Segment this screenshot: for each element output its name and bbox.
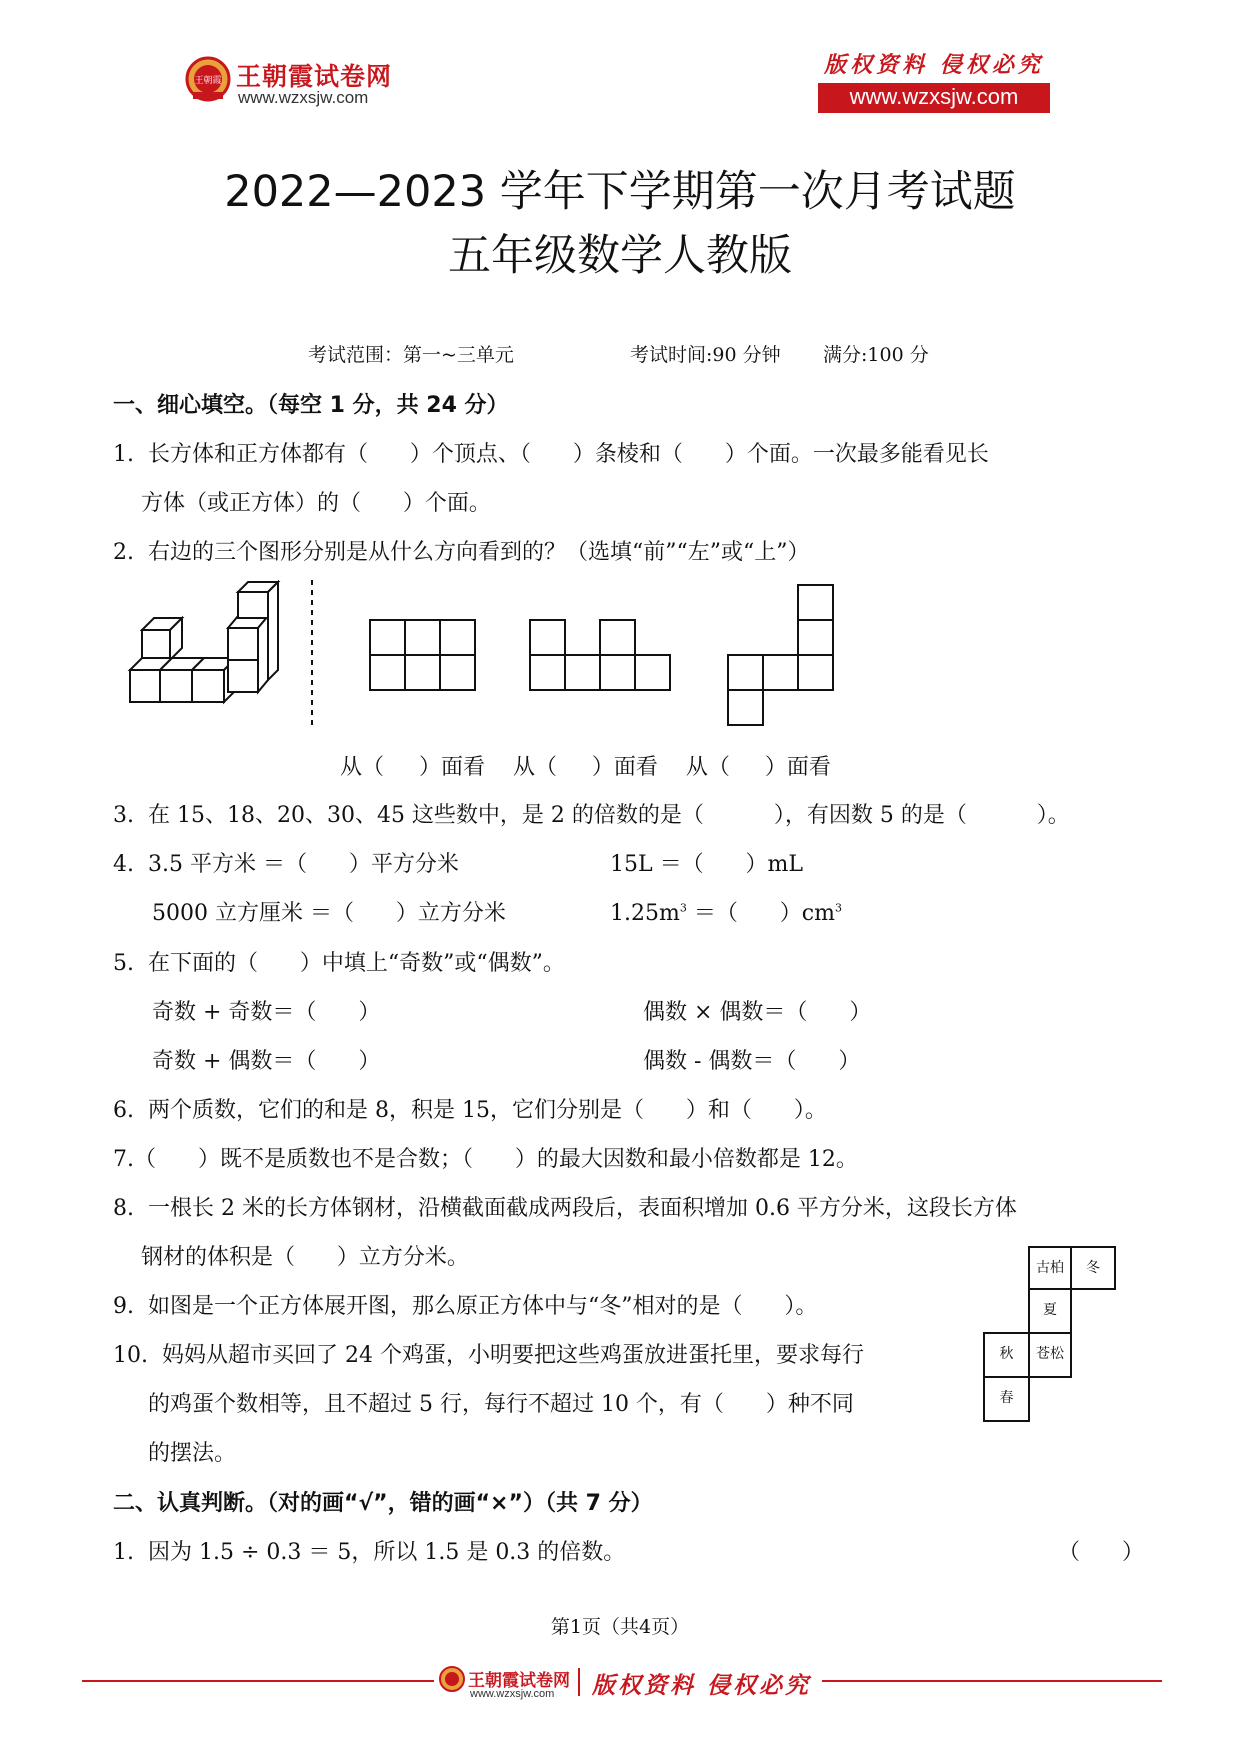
- footer-logo-icon: [438, 1665, 466, 1693]
- question-5b: 偶数 × 偶数＝（ ）: [643, 1000, 872, 1025]
- net-cell-cangsong: 苍松: [1028, 1332, 1072, 1378]
- exam-time: 考试时间:90 分钟: [630, 344, 781, 366]
- question-4c: 5000 立方厘米 ＝（ ）立方分米: [152, 901, 506, 926]
- footer-rule-left: [82, 1680, 434, 1682]
- question-5: 5. 在下面的（ ）中填上“奇数”或“偶数”。: [113, 951, 565, 976]
- question-10-line2: 的鸡蛋个数相等，且不超过 5 行，每行不超过 10 个，有（ ）种不同: [113, 1392, 854, 1417]
- question-4d: $1.25m^3$ ＝（ ）$cm^3$: [610, 901, 842, 926]
- question-2-views: 从（ ）面看 从（ ）面看 从（ ）面看: [340, 755, 831, 780]
- copyright-url[interactable]: www.wzxsjw.com: [818, 83, 1050, 113]
- net-cell-dong: 冬: [1070, 1246, 1116, 1290]
- footer-separator: [578, 1668, 580, 1696]
- net-cell-qiu: 秋: [983, 1332, 1030, 1378]
- footer-logo-name: 王朝霞试卷网: [468, 1671, 570, 1691]
- net-cell-chun: 春: [983, 1376, 1030, 1422]
- logo-url[interactable]: www.wzxsjw.com: [238, 88, 369, 107]
- logo-badge-icon: [185, 56, 231, 102]
- footer-copyright: 版权资料 侵权必究: [592, 1672, 812, 1699]
- question-5d: 偶数 - 偶数＝（ ）: [643, 1049, 861, 1074]
- net-cell-gubai: 古柏: [1028, 1246, 1072, 1290]
- question-5a: 奇数 + 奇数＝（ ）: [152, 1000, 381, 1025]
- logo-name: 王朝霞试卷网: [236, 62, 393, 91]
- question-2: 2. 右边的三个图形分别是从什么方向看到的？（选填“前”“左”或“上”）: [113, 540, 810, 565]
- exam-subtitle: 五年级数学人教版: [448, 231, 792, 281]
- question-1-line1: 1. 长方体和正方体都有（ ）个顶点、（ ）条棱和（ ）个面。一次最多能看见长: [113, 442, 989, 467]
- copyright-box: [818, 48, 1050, 113]
- question-3: 3. 在 15、18、20、30、45 这些数中，是 2 的倍数的是（ ），有因数 5 的是（ ）。: [113, 803, 1070, 828]
- question-10-line3: 的摆法。: [113, 1441, 236, 1466]
- question-4a: 4. 3.5 平方米 ＝（ ）平方分米: [113, 852, 459, 877]
- cube-stack-figure: [130, 582, 278, 702]
- exam-score: 满分:100 分: [823, 344, 929, 366]
- cube-net-figure: [983, 1246, 1163, 1446]
- question-9: 9. 如图是一个正方体展开图，那么原正方体中与“冬”相对的是（ ）。: [113, 1294, 818, 1319]
- view-figure-1: [370, 620, 475, 690]
- question-4b: 15L ＝（ ）mL: [610, 852, 804, 877]
- question-7: 7.（ ）既不是质数也不是合数；（ ）的最大因数和最小倍数都是 12。: [113, 1147, 858, 1172]
- question-5c: 奇数 + 偶数＝（ ）: [152, 1049, 381, 1074]
- page-number: 第1页（共4页）: [550, 1616, 690, 1638]
- view-figures: [120, 580, 1020, 730]
- view-figure-3: [728, 585, 833, 725]
- logo-badge-text: 王朝霞: [194, 76, 222, 86]
- question-10-line1: 10. 妈妈从超市买回了 24 个鸡蛋，小明要把这些鸡蛋放进蛋托里，要求每行: [113, 1343, 864, 1368]
- question-1-line2: 方体（或正方体）的（ ）个面。: [113, 491, 491, 516]
- view-figure-2: [530, 620, 670, 690]
- question-6: 6. 两个质数，它们的和是 8，积是 15，它们分别是（ ）和（ ）。: [113, 1098, 827, 1123]
- section1-heading: 一、细心填空。（每空 1 分，共 24 分）: [113, 393, 509, 418]
- exam-title: 2022—2023 学年下学期第一次月考试题: [224, 167, 1016, 217]
- footer-rule-right: [822, 1680, 1162, 1682]
- copyright-text: 版权资料 侵权必究: [824, 52, 1044, 78]
- question-8-line1: 8. 一根长 2 米的长方体钢材，沿横截面截成两段后，表面积增加 0.6 平方分米，这段长方体: [113, 1196, 1017, 1221]
- section2-heading: 二、认真判断。（对的画“√”，错的画“×”）（共 7 分）: [113, 1491, 653, 1516]
- judge-question-1-answer: （ ）: [1058, 1540, 1144, 1565]
- question-8-line2: 钢材的体积是（ ）立方分米。: [113, 1245, 469, 1270]
- net-cell-xia: 夏: [1028, 1288, 1072, 1334]
- exam-scope: 考试范围：第一~三单元: [308, 344, 514, 366]
- judge-question-1: 1. 因为 1.5 ÷ 0.3 ＝ 5，所以 1.5 是 0.3 的倍数。: [113, 1540, 626, 1565]
- footer-logo-url[interactable]: www.wzxsjw.com: [470, 1688, 555, 1700]
